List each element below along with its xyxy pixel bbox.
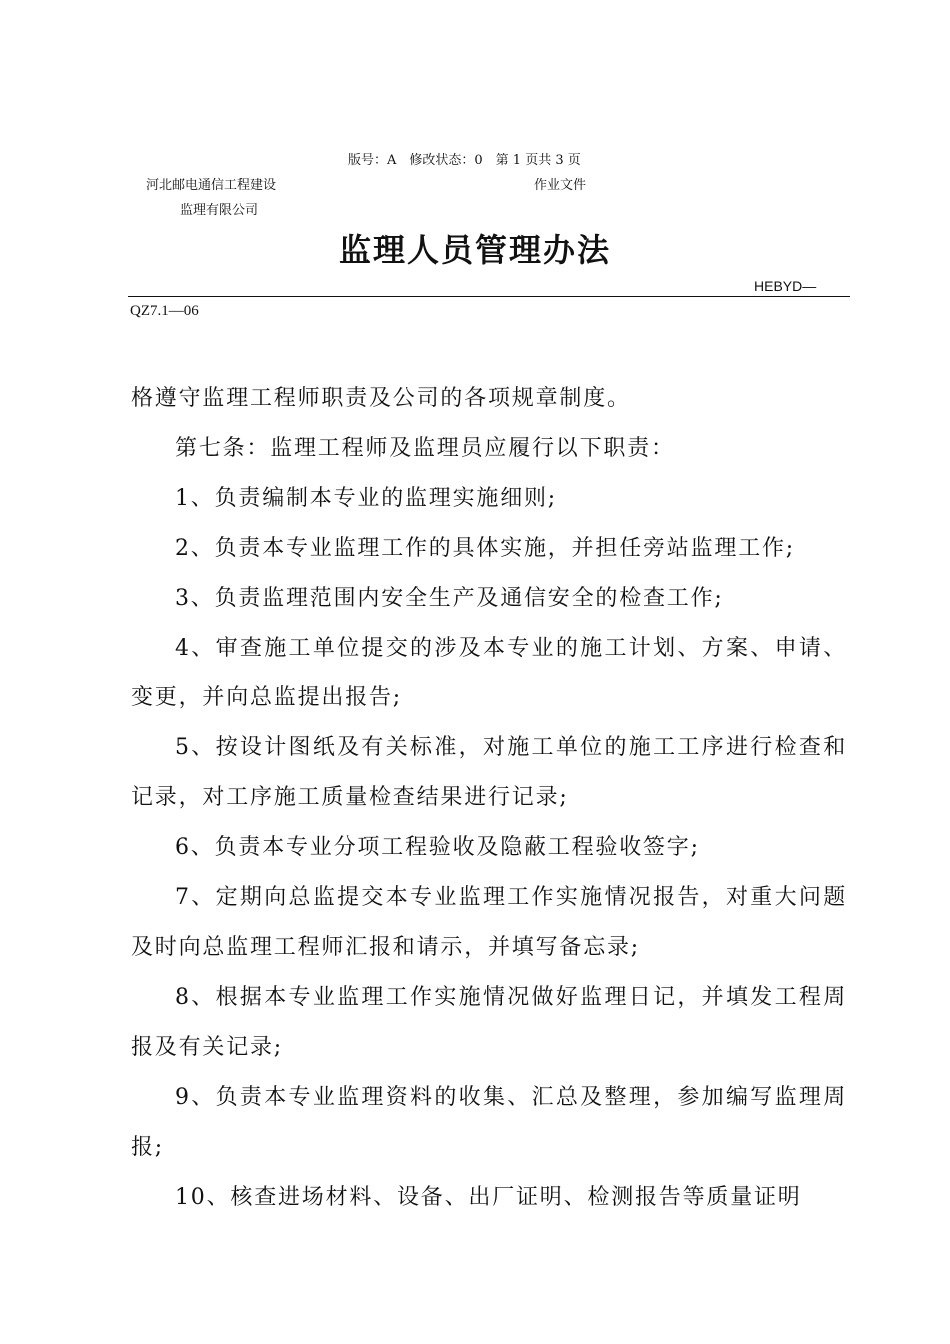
- document-code-prefix: HEBYD—: [754, 278, 817, 294]
- document-code-suffix: QZ7.1—06: [130, 303, 199, 319]
- document-body: [131, 374, 847, 1222]
- duty-item: 4、审查施工单位提交的涉及本专业的施工计划、方案、申请、变更，并向总监提出报告;: [131, 635, 847, 711]
- version-info: 版号：A 修改状态：0 第 1 页共 3 页: [348, 153, 581, 168]
- company-name-line2: 监理有限公司: [180, 203, 259, 218]
- duty-item: 2、负责本专业监理工作的具体实施，并担任旁站监理工作;: [175, 535, 796, 561]
- article-heading: 第七条：监理工程师及监理员应履行以下职责：: [175, 435, 675, 461]
- document-type: 作业文件: [534, 178, 587, 193]
- duty-item: 9、负责本专业监理资料的收集、汇总及整理，参加编写监理周报;: [131, 1084, 847, 1160]
- duty-item: 8、根据本专业监理工作实施情况做好监理日记，并填发工程周报及有关记录;: [131, 984, 847, 1060]
- duty-item: 6、负责本专业分项工程验收及隐蔽工程验收签字;: [175, 835, 700, 861]
- document-title: 监理人员管理办法: [338, 231, 611, 269]
- header-divider: [128, 296, 850, 297]
- duty-item: 3、负责监理范围内安全生产及通信安全的检查工作;: [175, 585, 724, 611]
- company-name-line1: 河北邮电通信工程建设: [146, 178, 277, 193]
- duty-item: 10、核查进场材料、设备、出厂证明、检测报告等质量证明: [175, 1184, 802, 1210]
- duty-item: 7、定期向总监提交本专业监理工作实施情况报告，对重大问题及时向总监理工程师汇报和请示，并填写备忘录;: [131, 885, 847, 960]
- duty-item: 1、负责编制本专业的监理实施细则;: [175, 485, 558, 511]
- body-paragraph: 格遵守监理工程师职责及公司的各项规章制度。: [131, 386, 631, 411]
- duty-item: 5、按设计图纸及有关标准，对施工单位的施工工序进行检查和记录，对工序施工质量检查结果进行记录;: [131, 735, 847, 811]
